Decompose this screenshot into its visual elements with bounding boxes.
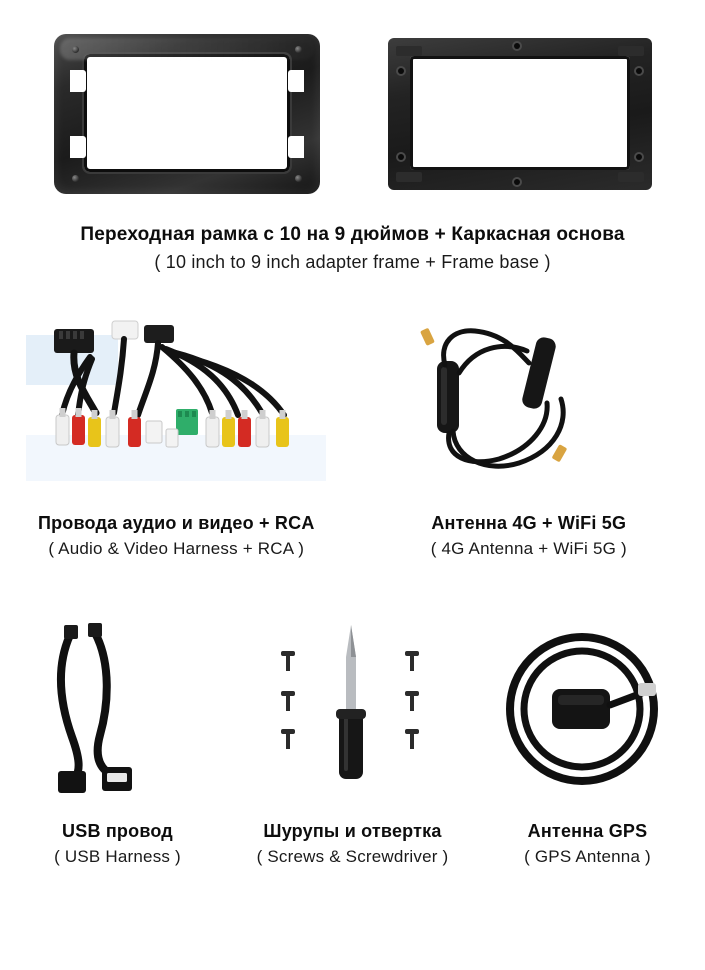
- frames-caption: [0, 224, 705, 273]
- frame-notch: [70, 70, 86, 92]
- antenna-caption: [431, 513, 627, 559]
- adapter-frame-icon: [54, 34, 320, 194]
- screw-hole-icon: [295, 46, 302, 53]
- frame-base-tab: [618, 172, 644, 182]
- antenna-svg: [379, 317, 679, 497]
- mount-hole-icon: [636, 154, 642, 160]
- frame-base-icon: [388, 38, 652, 190]
- usb-cable-svg: [8, 617, 228, 807]
- screws-screwdriver-caption-ru: Шурупы и отвертка: [263, 821, 442, 841]
- antenna-caption-en: ( 4G Antenna + WiFi 5G ): [430, 539, 627, 558]
- section-harness-antenna: [0, 317, 705, 559]
- screw-hole-icon: [72, 175, 79, 182]
- audio-video-harness-caption: [38, 513, 315, 559]
- frame-gloss-highlight: [60, 38, 314, 60]
- frame-base-tab: [396, 46, 422, 56]
- item-usb-harness: [0, 617, 235, 867]
- section-frames: [0, 0, 705, 273]
- antenna-caption-ru: Антенна 4G + WiFi 5G: [431, 513, 627, 533]
- usb-harness-caption: [54, 821, 181, 867]
- audio-video-harness-caption-ru: Провода аудио и видео + RCA: [37, 513, 315, 533]
- gps-antenna-icon: [478, 617, 698, 807]
- gps-antenna-caption: [524, 821, 651, 867]
- screw-hole-icon: [295, 175, 302, 182]
- item-4g-wifi-antenna: [353, 317, 705, 559]
- gps-antenna-svg: [478, 617, 698, 807]
- mount-hole-icon: [514, 179, 520, 185]
- usb-harness-caption-ru: USB провод: [62, 821, 173, 841]
- frame-base-tab: [396, 172, 422, 182]
- gps-antenna-caption-en: ( GPS Antenna ): [524, 847, 651, 866]
- audio-video-harness-caption-en: ( Audio & Video Harness + RCA ): [48, 539, 305, 558]
- section-accessories: [0, 617, 705, 867]
- item-audio-video-harness: [0, 317, 353, 559]
- screwdriver-svg: [243, 617, 463, 807]
- usb-harness-caption-en: ( USB Harness ): [54, 847, 181, 866]
- wire-harness-icon: [26, 317, 326, 497]
- mount-hole-icon: [398, 68, 404, 74]
- gps-antenna-caption-ru: Антенна GPS: [527, 821, 648, 841]
- frame-base-tab: [618, 46, 644, 56]
- item-gps-antenna: [470, 617, 705, 867]
- screws-screwdriver-caption: [257, 821, 449, 867]
- wire-harness-svg: [26, 317, 326, 497]
- antenna-icon: [379, 317, 679, 497]
- mount-hole-icon: [398, 154, 404, 160]
- frames-image-row: [0, 30, 705, 198]
- screw-hole-icon: [72, 46, 79, 53]
- frame-notch: [288, 136, 304, 158]
- frame-notch: [288, 70, 304, 92]
- item-screws-screwdriver: [235, 617, 470, 867]
- frame-notch: [70, 136, 86, 158]
- mount-hole-icon: [514, 43, 520, 49]
- screwdriver-icon: [243, 617, 463, 807]
- frames-caption-en: ( 10 inch to 9 inch adapter frame + Frame base ): [154, 252, 551, 272]
- frames-caption-ru: Переходная рамка с 10 на 9 дюймов + Каркасная основа: [80, 224, 625, 245]
- usb-cable-icon: [8, 617, 228, 807]
- mount-hole-icon: [636, 68, 642, 74]
- screws-screwdriver-caption-en: ( Screws & Screwdriver ): [256, 847, 449, 866]
